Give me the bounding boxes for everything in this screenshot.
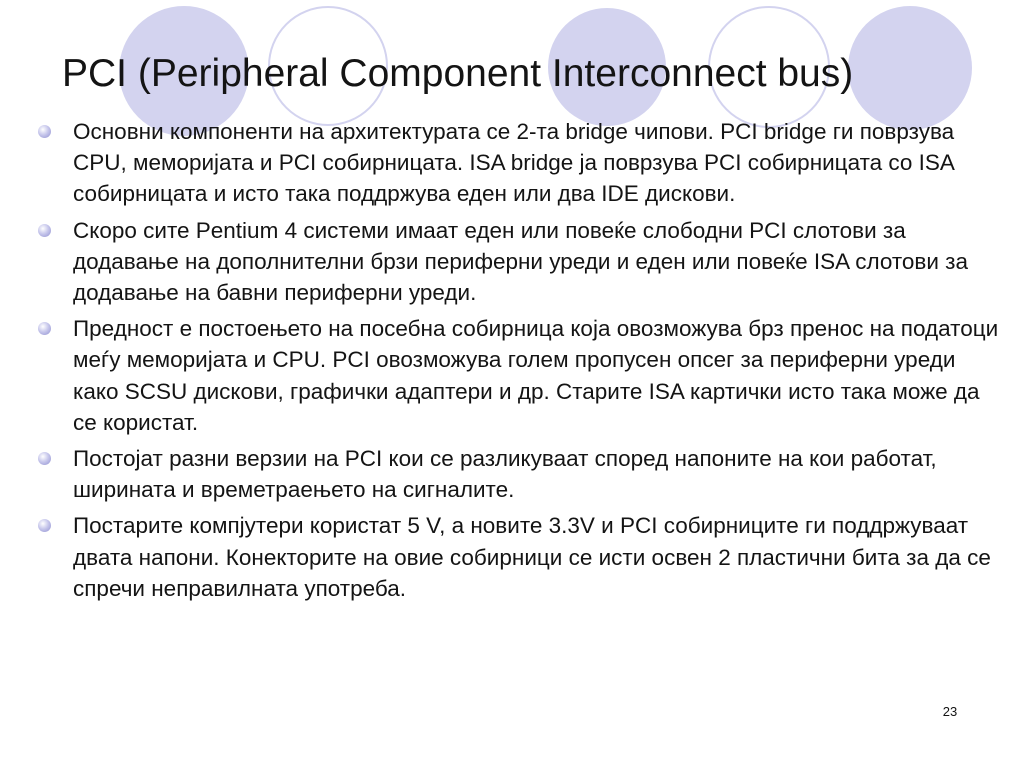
slide-title: PCI (Peripheral Component Interconnect bus) (62, 52, 854, 95)
bullet-text: Основни компоненти на архитектурата се 2-та bridge чипови. PCI bridge ги поврзува CPU, меморијата и PCI собирницата. ISA bridge ја поврзува PCI собирницата со ISA собирницата и исто така поддржува еден или два IDE дискови. (73, 119, 955, 207)
bullet-item (34, 116, 1006, 210)
bullet-list (34, 116, 1006, 609)
sphere-bullet-icon (38, 125, 51, 138)
bullet-item (34, 443, 1006, 505)
bullet-text: Постојат разни верзии на PCI кои се разликуваат според напоните на кои работат, ширината и времетраењето на сигналите. (73, 446, 937, 503)
sphere-bullet-icon (38, 452, 51, 465)
bullet-item (34, 313, 1006, 438)
bullet-item (34, 510, 1006, 604)
sphere-bullet-icon (38, 322, 51, 335)
bullet-text: Постарите компјутери користат 5 V, а новите 3.3V и PCI собирниците ги поддржуваат двата напони. Конекторите на овие собирници се исти освен 2 пластични бита за да се спречи неправилната употреба. (73, 513, 991, 601)
bullet-text: Предност е постоењето на посебна собирница која овозможува брз пренос на податоци меѓу меморијата и CPU. PCI овозможува голем пропусен опсег за периферни уреди како SCSU дискови, графички адаптери и др. Старите ISA картички исто така може да се користат. (73, 316, 999, 435)
sphere-bullet-icon (38, 519, 51, 532)
bullet-item (34, 215, 1006, 309)
bullet-text: Скоро сите Pentium 4 системи имаат еден или повеќе слободни PCI слотови за додавање на дополнителни брзи периферни уреди и еден или повеќе ISA слотови за додавање на бавни периферни уреди. (73, 217, 969, 306)
page-number: 23 (942, 704, 958, 719)
sphere-bullet-icon (38, 224, 51, 237)
